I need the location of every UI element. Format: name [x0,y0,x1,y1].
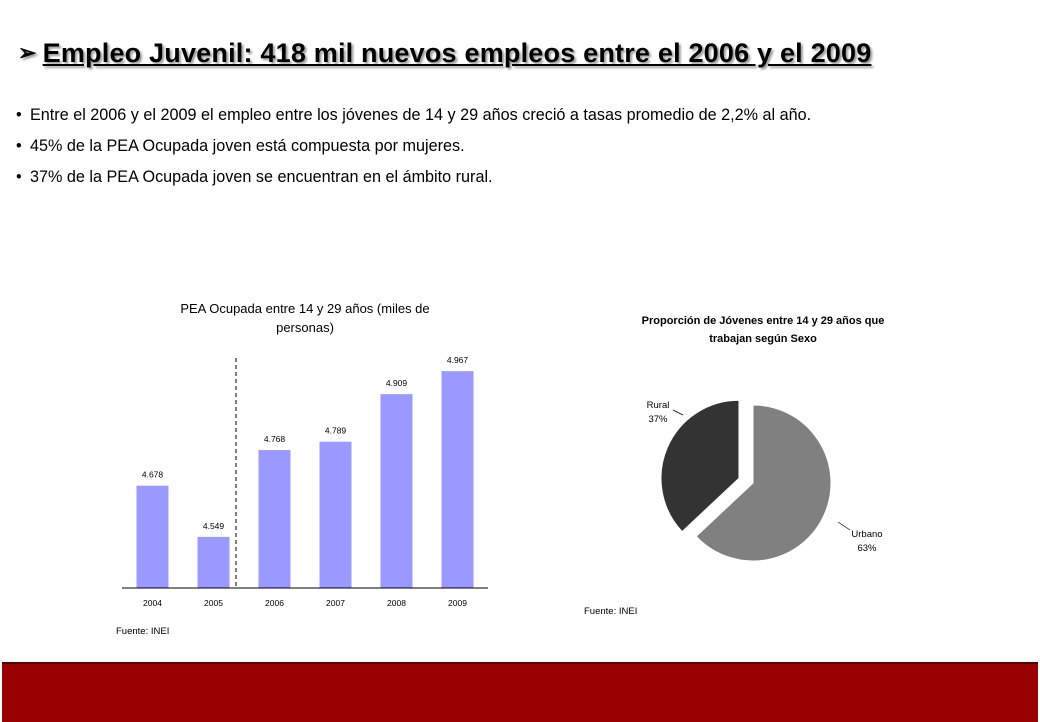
pie-label-urbano-value: 63% [857,543,877,554]
pie-label-rural-value: 37% [648,414,668,425]
x-tick-label: 2005 [204,598,223,608]
bar-value-label: 4.678 [141,469,164,480]
pie-chart-title-line-1: Proporción de Jóvenes entre 14 y 29 años que [641,315,885,327]
bar-2006 [259,450,291,588]
arrow-bullet-icon: ➢ [18,40,37,65]
pie-chart-title-line-2: trabajan según Sexo [709,333,817,345]
x-tick-label: 2008 [387,598,406,608]
bullet-item: • Entre el 2006 y el 2009 el empleo entre los jóvenes de 14 y 29 años creció a tasas promedio de 2,2% al año. [18,104,1032,127]
bullet-item: • 45% de la PEA Ocupada joven está compuesta por mujeres. [18,135,1032,158]
pie-chart-source: Fuente: INEI [584,606,638,617]
pie-leader-rural [673,410,683,415]
bar-2005 [198,537,230,588]
pie-leader-urbano [838,522,850,530]
bar-chart [100,288,510,648]
slide-title [18,38,1028,69]
x-tick-label: 2007 [326,598,345,608]
bar-chart-title-line-2: personas) [276,320,334,335]
footer-bar [2,662,1038,722]
bar-value-label: 4.768 [263,434,286,445]
x-tick-label: 2004 [143,598,162,608]
bar-chart-source: Fuente: INEI [116,626,170,637]
bar-value-label: 4.967 [446,355,469,366]
bullet-list [18,104,1032,197]
bar-value-label: 4.549 [202,520,225,531]
bar-chart-title-line-1: PEA Ocupada entre 14 y 29 años (miles de [180,301,430,316]
x-tick-label: 2009 [448,598,467,608]
pie-label-urbano-name: Urbano [851,529,883,540]
slide-title-text: Empleo Juvenil: 418 mil nuevos empleos entre el 2006 y el 2009 [42,38,872,68]
bar-2008 [381,394,413,588]
pie-chart [570,300,970,630]
bar-2009 [442,371,474,588]
x-tick-label: 2006 [265,598,284,608]
bar-2007 [320,442,352,588]
bar-value-label: 4.789 [324,425,347,436]
bar-value-label: 4.909 [385,378,408,389]
bullet-item: • 37% de la PEA Ocupada joven se encuentran en el ámbito rural. [18,166,1032,189]
bar-2004 [137,486,169,588]
pie-label-rural-name: Rural [646,400,670,411]
